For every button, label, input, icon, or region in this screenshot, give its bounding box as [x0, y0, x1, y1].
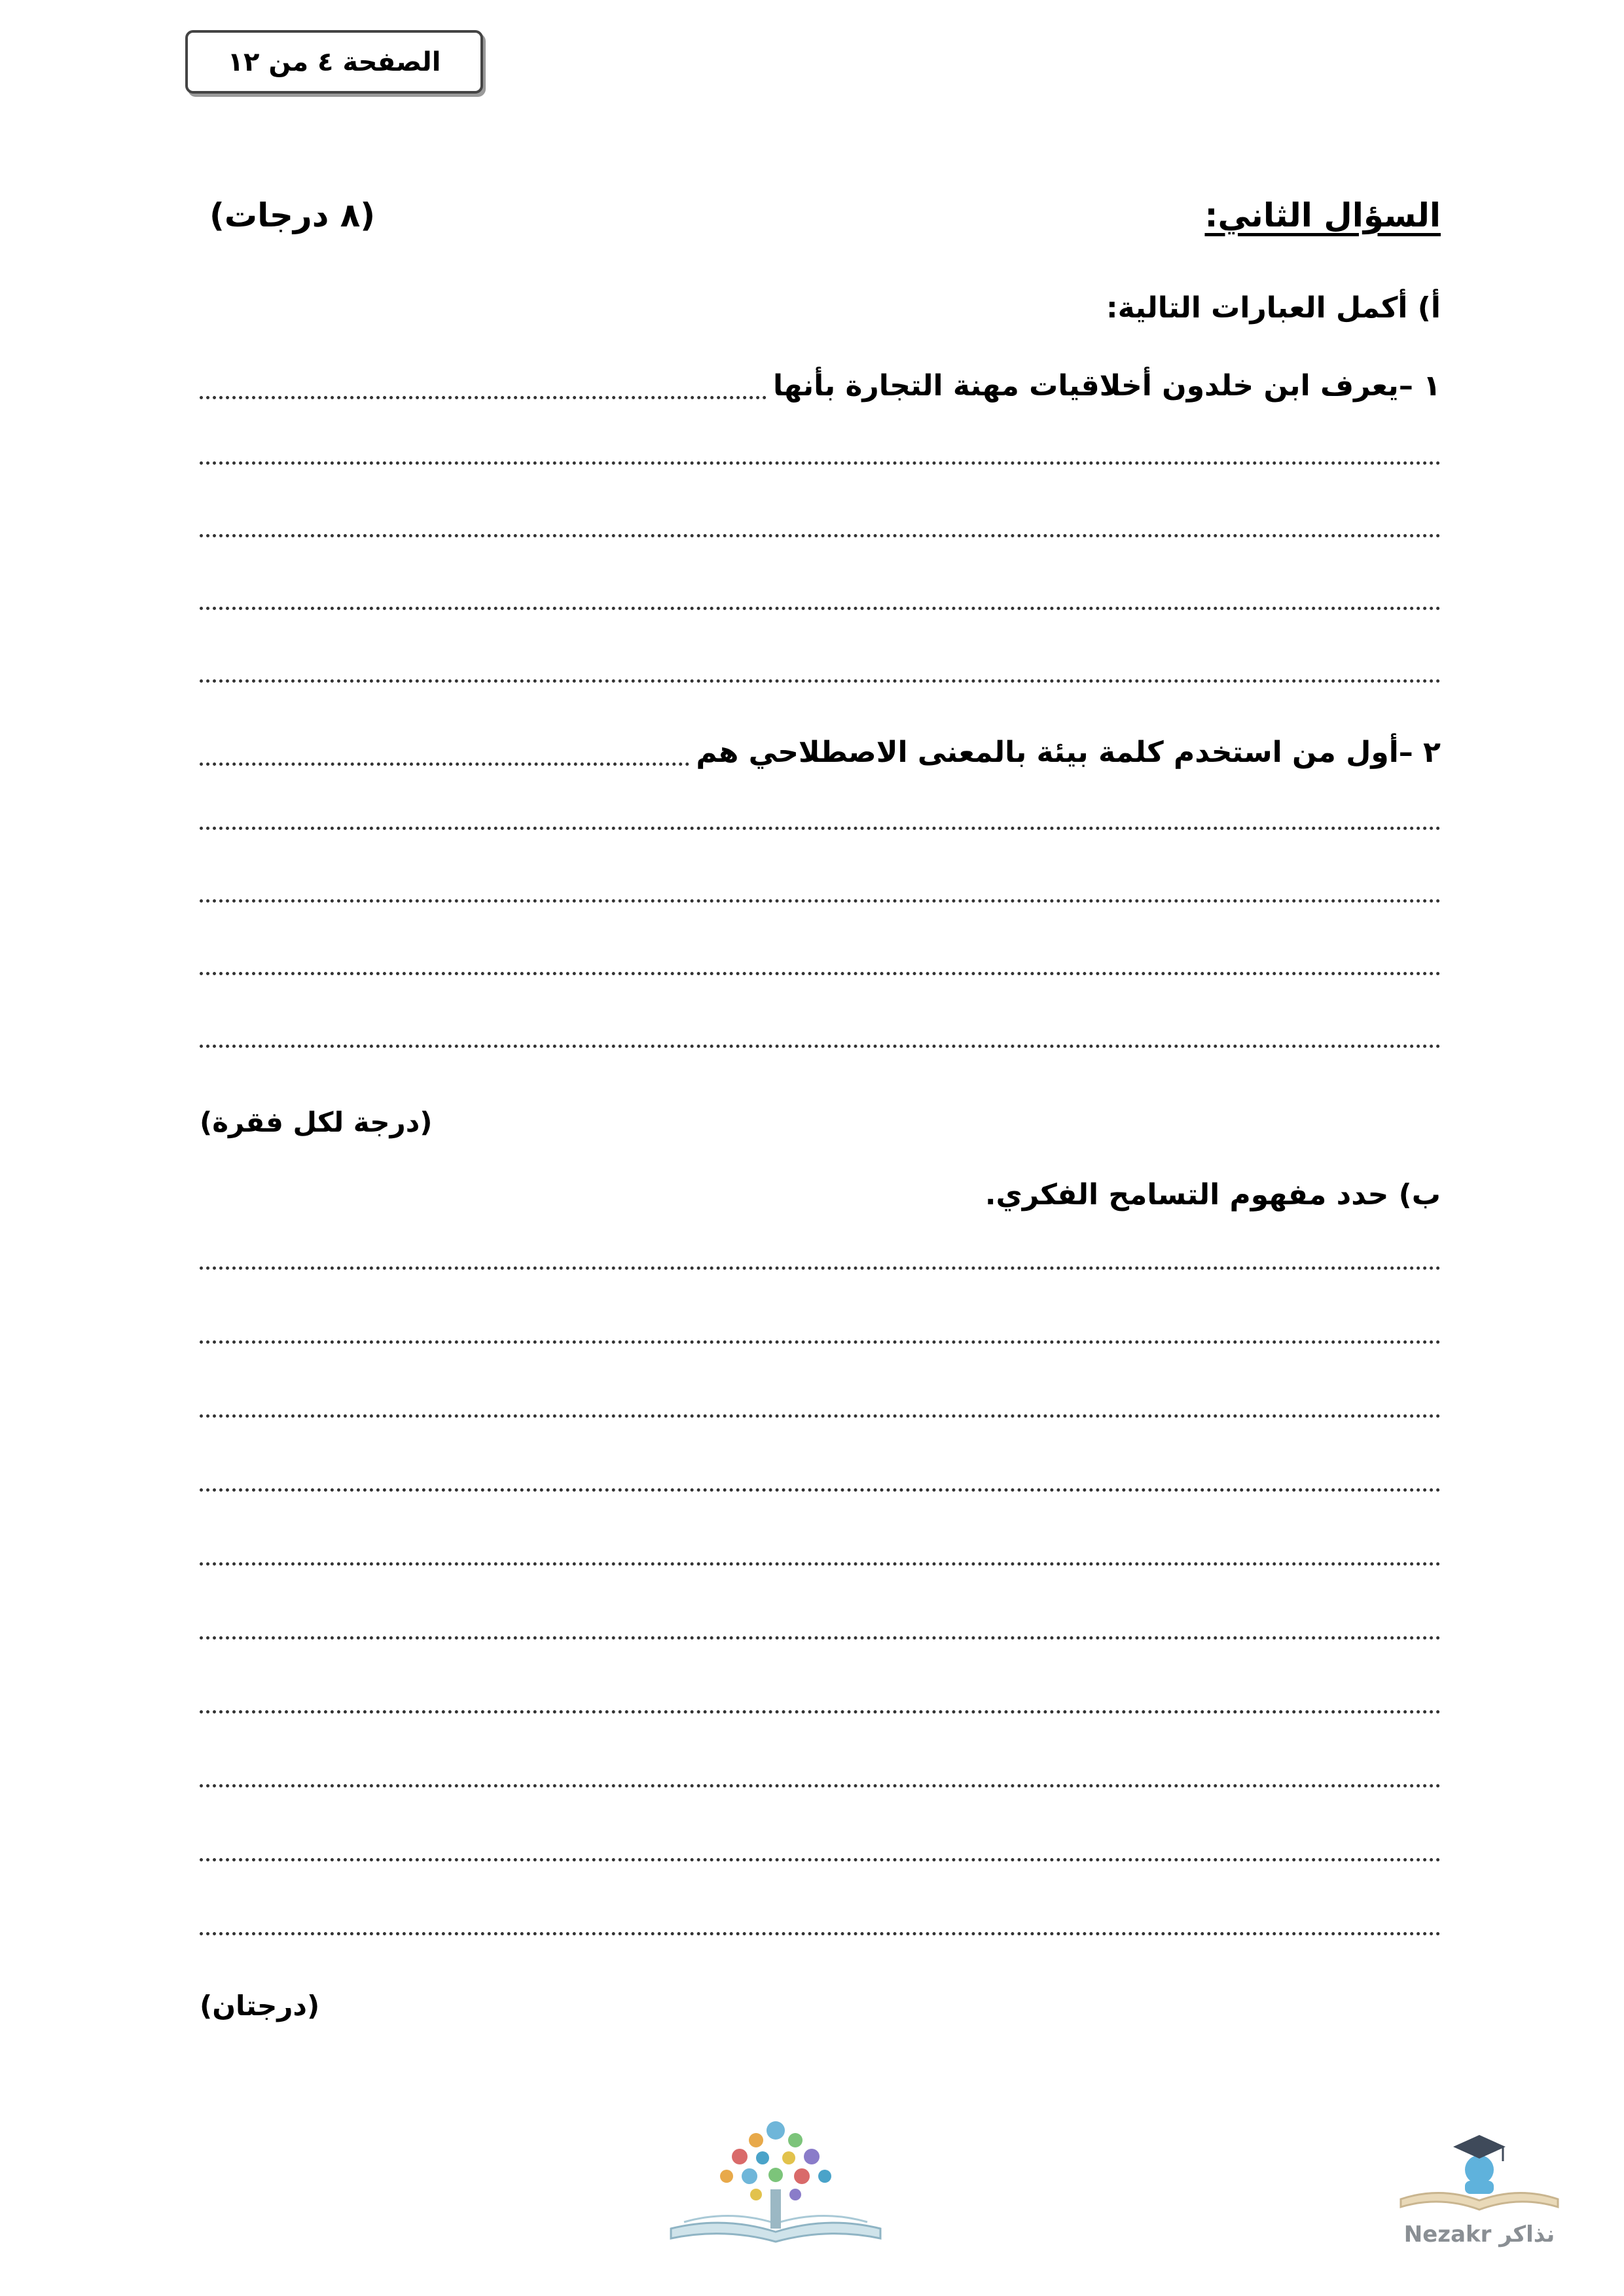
section-b-label: ب) حدد مفهوم التسامح الفكري. [984, 1178, 1441, 1211]
answer-line[interactable] [200, 396, 767, 399]
section-b-marks: (درجتان) [200, 1990, 320, 2022]
answer-line[interactable] [200, 1858, 1441, 1861]
answer-line[interactable] [200, 1710, 1441, 1713]
section-a-item-2 [200, 733, 1441, 772]
page-indicator: الصفحة ٤ من ١٢ [227, 46, 441, 77]
page-indicator-box [185, 30, 483, 94]
answer-line[interactable] [200, 1784, 1441, 1787]
answer-line[interactable] [200, 1340, 1441, 1344]
answer-line[interactable] [200, 679, 1441, 683]
book-tree-logo-icon [658, 2111, 893, 2251]
answer-line[interactable] [200, 1932, 1441, 1935]
answer-line[interactable] [200, 899, 1441, 903]
answer-line[interactable] [200, 1045, 1441, 1048]
answer-line[interactable] [200, 607, 1441, 610]
section-a-item-2-text: ٢ –أول من استخدم كلمة بيئة بالمعنى الاصطلاحي هم [696, 736, 1441, 769]
answer-line[interactable] [200, 461, 1441, 465]
answer-line[interactable] [200, 1636, 1441, 1640]
answer-line[interactable] [200, 1488, 1441, 1492]
section-a-label: أ) أكمل العبارات التالية: [1106, 291, 1441, 325]
answer-line[interactable] [200, 1562, 1441, 1566]
nezakr-logo-icon [1388, 2121, 1571, 2258]
answer-line[interactable] [200, 534, 1441, 537]
section-a-item-1-text: ١ –يعرف ابن خلدون أخلاقيات مهنة التجارة بأنها [773, 369, 1441, 403]
answer-line[interactable] [200, 1266, 1441, 1270]
nezakr-logo-text: Nezakr نذاكر [1403, 2221, 1555, 2248]
section-a-item-1 [200, 367, 1441, 406]
answer-line[interactable] [200, 972, 1441, 975]
answer-line[interactable] [200, 827, 1441, 830]
answer-line[interactable] [200, 762, 689, 766]
question-title: السؤال الثاني: [1204, 196, 1441, 234]
answer-line[interactable] [200, 1414, 1441, 1418]
section-a-marks: (درجة لكل فقرة) [200, 1106, 433, 1138]
question-total-marks: (٨ درجات) [209, 196, 376, 234]
